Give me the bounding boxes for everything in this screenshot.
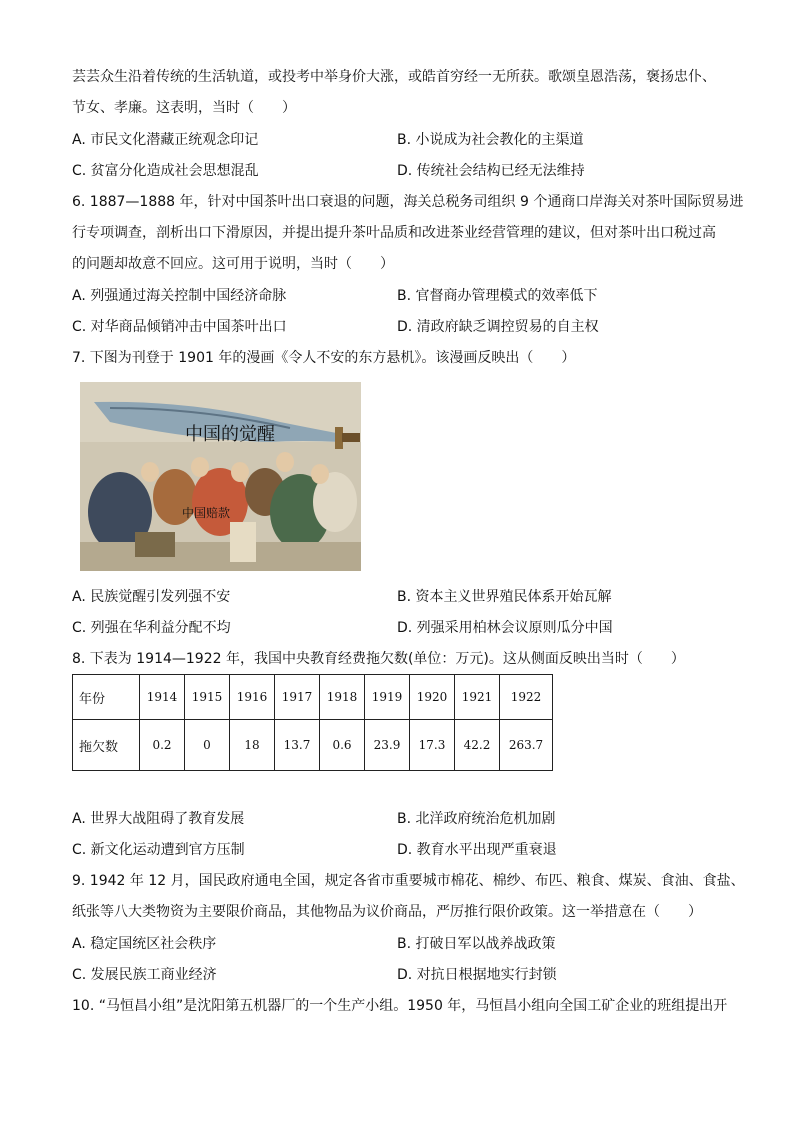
q5-option-c[interactable]: C. 贫富分化造成社会思想混乱 — [72, 163, 259, 179]
q9-stem-line1: 9. 1942 年 12 月，国民政府通电全国，规定各省市重要城市棉花、棉纱、布匹、粮食、煤炭、食油、食盐、 — [72, 873, 745, 889]
q8-option-b[interactable]: B. 北洋政府统治危机加剧 — [397, 811, 556, 827]
q9-option-a[interactable]: A. 稳定国统区社会秩序 — [72, 936, 217, 952]
q7-option-a[interactable]: A. 民族觉醒引发列强不安 — [72, 589, 231, 605]
table-cell-value: 263.7 — [500, 720, 553, 771]
table-cell-value: 0 — [185, 720, 230, 771]
q5-option-d[interactable]: D. 传统社会结构已经无法维持 — [397, 163, 585, 179]
table-cell-year: 1914 — [140, 675, 185, 720]
table-cell-year: 1919 — [365, 675, 410, 720]
q6-option-a[interactable]: A. 列强通过海关控制中国经济命脉 — [72, 288, 287, 304]
table-cell-value: 42.2 — [455, 720, 500, 771]
table-cell-year: 1918 — [320, 675, 365, 720]
table-cell-value: 18 — [230, 720, 275, 771]
q7-option-b[interactable]: B. 资本主义世界殖民体系开始瓦解 — [397, 589, 612, 605]
q9-stem-line2: 纸张等八大类物资为主要限价商品，其他物品为议价商品，严厉推行限价政策。这一举措意在（ ） — [72, 904, 702, 920]
comic-label-indemnity: 中国赔款 — [182, 506, 231, 520]
q6-option-d[interactable]: D. 清政府缺乏调控贸易的自主权 — [397, 319, 599, 335]
comic-label-awakening: 中国的觉醒 — [185, 424, 275, 445]
q6-option-c[interactable]: C. 对华商品倾销冲击中国茶叶出口 — [72, 319, 287, 335]
table-row-arrears — [73, 720, 553, 771]
table-cell-value: 23.9 — [365, 720, 410, 771]
table-header-year: 年份 — [73, 675, 140, 720]
table-cell-year: 1922 — [500, 675, 553, 720]
table-row-years — [73, 675, 553, 720]
table-cell-value: 13.7 — [275, 720, 320, 771]
q6-stem-line3: 的问题却故意不回应。这可用于说明，当时（ ） — [72, 256, 394, 272]
q5-option-b[interactable]: B. 小说成为社会教化的主渠道 — [397, 132, 584, 148]
table-cell-value: 0.2 — [140, 720, 185, 771]
table-cell-year: 1917 — [275, 675, 320, 720]
q9-option-b[interactable]: B. 打破日军以战养战政策 — [397, 936, 556, 952]
q5-option-a[interactable]: A. 市民文化潜藏正统观念印记 — [72, 132, 259, 148]
q10-stem-line1: 10. “马恒昌小组”是沈阳第五机器厂的一个生产小组。1950 年，马恒昌小组向全国工矿企业的班组提出开 — [72, 998, 728, 1014]
q6-stem-line2: 行专项调查，剖析出口下滑原因，并提出提升茶叶品质和改进茶业经营管理的建议，但对茶叶出口税过高 — [72, 225, 716, 241]
table-cell-value: 17.3 — [410, 720, 455, 771]
q8-option-a[interactable]: A. 世界大战阻碍了教育发展 — [72, 811, 245, 827]
education-funding-table — [72, 674, 553, 771]
q9-option-c[interactable]: C. 发展民族工商业经济 — [72, 967, 217, 983]
table-cell-year: 1916 — [230, 675, 275, 720]
table-cell-value: 0.6 — [320, 720, 365, 771]
q7-stem: 7. 下图为刊登于 1901 年的漫画《令人不安的东方悬机》。该漫画反映出（ ） — [72, 350, 576, 366]
q5-stem-line1: 芸芸众生沿着传统的生活轨道，或投考中举身价大涨，或皓首穷经一无所获。歌颂皇恩浩荡，褒扬忠仆、 — [72, 69, 716, 85]
q8-option-c[interactable]: C. 新文化运动遭到官方压制 — [72, 842, 245, 858]
q5-stem-line2: 节女、孝廉。这表明，当时（ ） — [72, 100, 296, 116]
political-cartoon-image — [80, 382, 361, 571]
q7-option-d[interactable]: D. 列强采用柏林会议原则瓜分中国 — [397, 620, 613, 636]
table-cell-year: 1921 — [455, 675, 500, 720]
q8-stem: 8. 下表为 1914—1922 年，我国中央教育经费拖欠数(单位：万元)。这从侧面反映出当时（ ） — [72, 651, 685, 667]
q9-option-d[interactable]: D. 对抗日根据地实行封锁 — [397, 967, 557, 983]
q6-option-b[interactable]: B. 官督商办管理模式的效率低下 — [397, 288, 598, 304]
table-header-arrears: 拖欠数 — [73, 720, 140, 771]
q6-stem-line1: 6. 1887—1888 年，针对中国茶叶出口衰退的问题，海关总税务司组织 9 个通商口岸海关对茶叶国际贸易进 — [72, 194, 744, 210]
table-cell-year: 1920 — [410, 675, 455, 720]
q7-option-c[interactable]: C. 列强在华利益分配不均 — [72, 620, 231, 636]
q8-option-d[interactable]: D. 教育水平出现严重衰退 — [397, 842, 557, 858]
table-cell-year: 1915 — [185, 675, 230, 720]
